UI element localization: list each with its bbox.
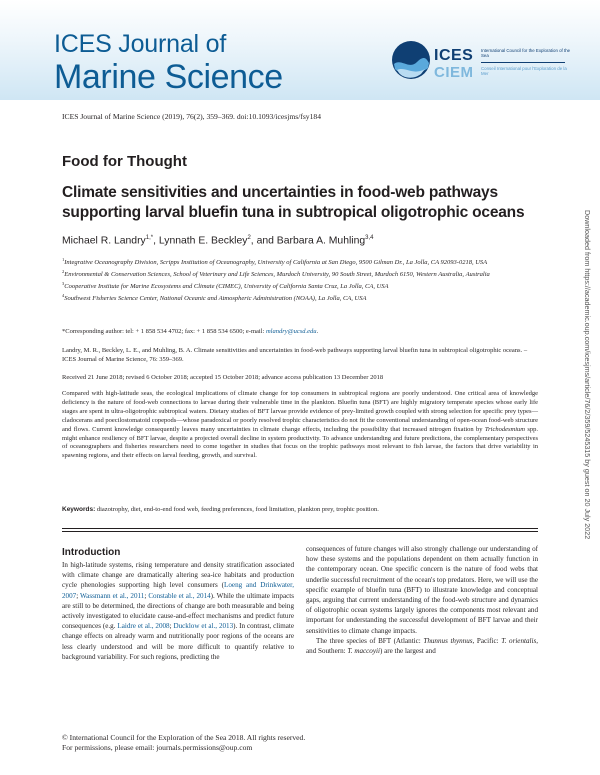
author-list: Michael R. Landry$^{1,*}$, Lynnath E. Beckley$^2$, and Barbara A. Muhling$^{3,4}$ — [62, 235, 374, 247]
download-watermark-text: Downloaded from https://academic.oup.com/icesjms/article/76/2/359/5245315 by guest on 20 July 2022 — [583, 210, 592, 540]
reference-link[interactable]: Ducklow et al., 2013 — [173, 622, 234, 631]
author-name: Barbara A. Muhling — [276, 235, 366, 247]
received-dates: Received 21 June 2018; revised 6 October 2018; accepted 15 October 2018; advance access publication 13 December 2018 — [62, 374, 384, 381]
keywords-label: Keywords: — [62, 506, 96, 513]
paper-title: Climate sensitivities and uncertainties in food-web pathways supporting larval bluefin tuna in subtropical oligotrophic oceans — [62, 184, 525, 221]
author-name: Michael R. Landry — [62, 235, 146, 247]
logo-english-name: International Council for the Exploration of the Sea — [481, 48, 571, 59]
reference-link[interactable]: Loeng and Drinkwater, 2007 — [62, 581, 294, 600]
author-affiliation-mark: 1,* — [145, 235, 154, 241]
permissions-line: For permissions, please email: journals.permissions@oup.com — [62, 743, 253, 752]
body-paragraph: consequences of future changes will also strongly challenge our understanding of how these systems and the populations dependent on them actually function in the contemporary ocean. One specific concern is the nature of food webs that underlie successful recruitment of the ocean's top predators. Here, we will use the specific example of bluefin tuna (BFT) to illustrate knowledge and conceptual gaps, arguing that current understanding of the food-web structure and dynamics of oligotrophic ocean systems largely ignores the components most relevant and important for understanding the successful development of BFT larvae and their sensitivities to climate change impacts. — [306, 545, 538, 635]
journal-title-line2: Marine Science — [54, 58, 283, 96]
reference-link[interactable]: Laidre et al., 2008 — [117, 622, 170, 631]
body-column-right — [306, 544, 538, 656]
corresponding-author: *Corresponding author: tel: + 1 858 534 4702; fax: + 1 858 534 6500; e-mail: mlandry@ucsd.edu. — [62, 328, 319, 335]
affiliation-item: $^4$Southwest Fisheries Science Center, National Oceanic and Atmospheric Administration (NOAA), La Jolla, CA, USA — [62, 292, 367, 302]
journal-title-line1: ICES Journal of — [54, 30, 227, 58]
section-label: Food for Thought — [62, 153, 187, 170]
introduction-heading: Introduction — [62, 547, 121, 558]
body-paragraph: The three species of BFT (Atlantic: Thunnus thynnus, Pacific: T. orientalis, and Southern: T. maccoyii) are the largest and — [306, 636, 539, 656]
how-to-cite: Landry, M. R., Beckley, L. E., and Muhling, B. A. Climate sensitivities and uncertainties in food-web pathways supporting larval bluefin tuna in subtropical oligotrophic oceans. – ICES Journal of Marine Science, 76: 359–369. — [62, 347, 528, 363]
corresponding-email-link[interactable]: mlandry@ucsd.edu — [265, 328, 317, 335]
copyright-footer — [62, 733, 305, 753]
keywords: Keywords: diazotrophy, diet, end-to-end food web, feeding preferences, food limitation, plankton prey, trophic position. — [62, 506, 379, 513]
affiliations — [62, 256, 542, 303]
section-divider — [62, 531, 538, 532]
copyright-line: © International Council for the Exploration of the Sea 2018. All rights reserved. — [62, 733, 306, 742]
article-citation: ICES Journal of Marine Science (2019), 76(2), 359–369. doi:10.1093/icesjms/fsy184 — [62, 112, 321, 121]
affiliation-item: $^1$Integrative Oceanography Division, Scripps Institution of Oceanography, University of California at San Diego, 9500 Gilman Dr., La Jolla, CA 92093-0218, USA — [62, 257, 488, 267]
abstract: Compared with high-latitude seas, the ecological implications of climate change for top consumers in subtropical regions are poorly understood. One critical area of knowledge deficiency is the nature of food-web connections to larvae during their vulnerable time in the plankton. Bluefin tuna (BFT) are highly migratory temperate species whose early life stages are spent in ultra-oligotrophic subtropical waters. Dietary studies of BFT larvae provide evidence of prey-limited growth coupled with strong selection for specific prey types—cladocerans and poecilostomatoid copepods—whose paradoxical or poorly resolved trophic characteristics do not fit the conventional understanding of open-ocean food-web structure and flows. Current knowledge consequently leaves many uncertainties in climate change effects, including the possibility that increased nitrogen fixation by Trichodesmium spp. might enhance resiliency of BFT larvae, despite a projected overall decline in system productivity. To advance understanding and future predictions, the complementary perspectives of oceanographers and fisheries researchers need to come together in studies that focus on the trophic pathways most relevant to fish larvae, the factors that drive variability in spawning regions, and their effects on larval feeding, growth, and survival. — [62, 390, 538, 460]
body-column-left — [62, 560, 294, 662]
reference-link[interactable]: Constable et al., 2014 — [148, 591, 211, 600]
logo-ciem-text: CIEM — [434, 64, 474, 81]
section-divider — [62, 528, 538, 529]
author-affiliation-mark: 3,4 — [365, 235, 374, 241]
logo-ices-text: ICES — [434, 47, 474, 64]
reference-link[interactable]: Wassmann et al., 2011 — [80, 591, 145, 600]
download-watermark — [583, 210, 593, 700]
ices-logo-icon — [391, 40, 431, 80]
affiliation-item: $^3$Cooperative Institute for Marine Ecosystems and Climate (CIMEC), University of California Santa Cruz, La Jolla, CA, USA — [62, 280, 389, 290]
logo-divider — [481, 62, 565, 63]
author-affiliation-mark: 2 — [247, 235, 251, 241]
affiliation-item: $^2$Environmental & Conservation Sciences, School of Veterinary and Life Sciences, Murdoch University, 90 South Street, Murdoch 6150, Western Australia, Australia — [62, 268, 490, 279]
author-name: Lynnath E. Beckley — [158, 235, 248, 247]
body-paragraph: In high-latitude systems, rising temperature and density stratification associated with climate change are dramatically altering sea-ice habitats and production cycle phenologies supporting high level consumers (Loeng and Drinkwater, 2007; Wassmann et al., 2011; Constable et al., 2014). While the ultimate impacts are still to be determined, the directions of change are both measurable and being actively investigated to elucidate cause-and-effect mechanisms and predict future consequences (e.g. Laidre et al., 2008; Ducklow et al., 2013). In contrast, climate change effects on already warm and nutritionally poor regions of the oceans are less clearly understood and will be more difficult to quantify relative to background variability. For such regions, predicting the — [62, 561, 294, 661]
logo-french-name: Conseil International pour l'Exploration de la Mer — [481, 66, 567, 77]
